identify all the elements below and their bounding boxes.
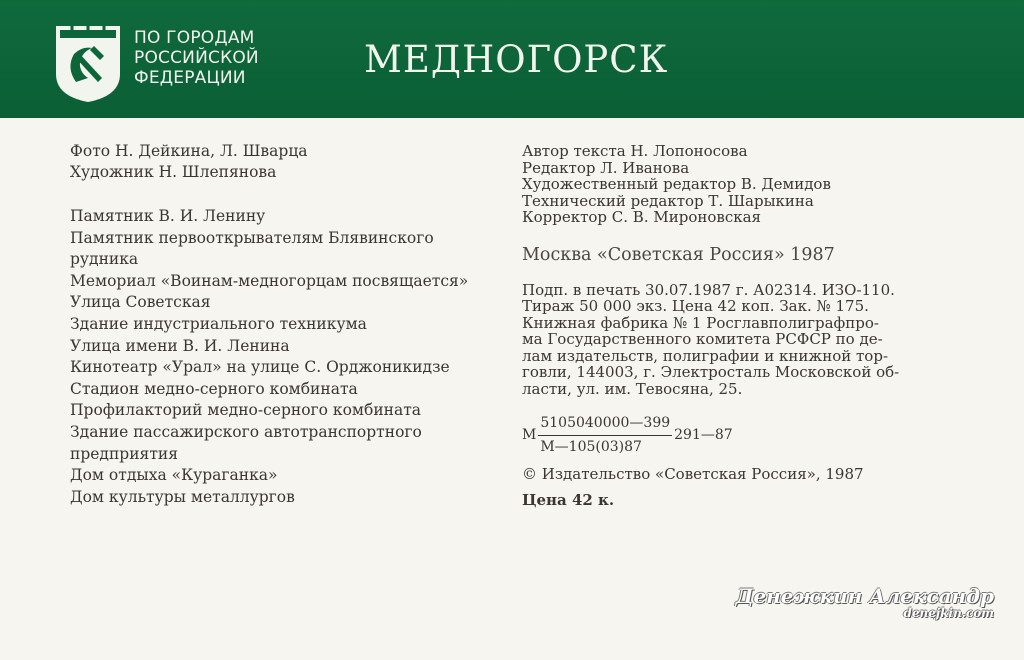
watermark xyxy=(736,584,994,620)
imprint-line: Книжная фабрика № 1 Росглавполиграфпро- xyxy=(522,313,879,332)
imprint-line: лам издательств, полиграфии и книжной тор- xyxy=(522,346,889,365)
hammer-sickle-shield-icon xyxy=(52,22,124,104)
imprint-line: Тираж 50 000 экз. Цена 42 коп. Зак. № 175. xyxy=(522,297,869,316)
list-item: Улица имени В. И. Ленина xyxy=(70,336,290,355)
header-band xyxy=(0,0,1024,118)
credit-line: Автор текста Н. Лопоносова xyxy=(522,142,748,160)
list-item: Улица Советская xyxy=(70,293,211,312)
imprint-line: ласти, ул. им. Тевосяна, 25. xyxy=(522,379,743,398)
credit-line: Технический редактор Т. Шарыкина xyxy=(522,191,814,210)
editorial-credits xyxy=(522,143,899,226)
code-prefix: М xyxy=(522,427,537,444)
series-line: ФЕДЕРАЦИИ xyxy=(134,68,246,88)
list-item: Профилакторий медно-серного комбината xyxy=(70,401,422,420)
publisher-line: Москва «Советская Россия» 1987 xyxy=(522,244,835,265)
watermark-site: denejkin.com xyxy=(903,606,994,620)
list-item: Мемориал «Воинам-медногорцам посвящается» xyxy=(70,271,469,290)
watermark-name: Денежкин Александр xyxy=(735,584,994,608)
code-numerator: 5105040000—399 xyxy=(538,413,672,436)
imprint-block xyxy=(522,282,899,398)
list-item: Памятник первооткрывателям Блявинского xyxy=(70,228,434,247)
list-item: Кинотеатр «Урал» на улице С. Орджоникидзе xyxy=(70,358,450,377)
credit-line: Редактор Л. Иванова xyxy=(522,158,690,177)
city-title: МЕДНОГОРСК xyxy=(364,38,669,81)
catalog-code xyxy=(522,413,899,458)
list-item: Здание пассажирского автотранспортного xyxy=(70,422,422,441)
code-fraction xyxy=(538,413,672,458)
code-denominator: М—105(03)87 xyxy=(540,439,642,456)
list-item: Стадион медно-серного комбината xyxy=(70,379,358,398)
list-item: рудника xyxy=(70,250,139,269)
list-item: Памятник В. И. Ленину xyxy=(70,207,266,225)
artist-credit: Художник Н. Шлепянова xyxy=(70,163,277,181)
series-line: ПО ГОРОДАМ xyxy=(134,28,255,48)
series-title xyxy=(134,28,259,88)
credit-line: Корректор С. В. Мироновская xyxy=(522,208,762,227)
contents-list xyxy=(70,206,468,508)
series-line: РОССИЙСКОЙ xyxy=(134,48,259,68)
photo-credit: Фото Н. Дейкина, Л. Шварца xyxy=(70,142,308,160)
credit-line: Художественный редактор В. Демидов xyxy=(522,175,831,194)
right-column xyxy=(522,143,899,511)
list-item: Здание индустриального техникума xyxy=(70,314,367,333)
imprint-line: Подп. в печать 30.07.1987 г. А02314. ИЗО-110. xyxy=(522,280,895,299)
list-item: предприятия xyxy=(70,444,179,463)
left-column xyxy=(70,141,468,508)
copyright-line: © Издательство «Советская Россия», 1987 xyxy=(522,465,864,484)
list-item: Дом культуры металлургов xyxy=(70,487,295,506)
list-item: Дом отдыха «Кураганка» xyxy=(70,466,278,485)
imprint-line: ма Государственного комитета РСФСР по де- xyxy=(522,330,883,349)
imprint-line: говли, 144003, г. Электросталь Московской об- xyxy=(522,363,900,382)
price-line: Цена 42 к. xyxy=(522,491,615,510)
code-suffix: 291—87 xyxy=(674,427,733,444)
